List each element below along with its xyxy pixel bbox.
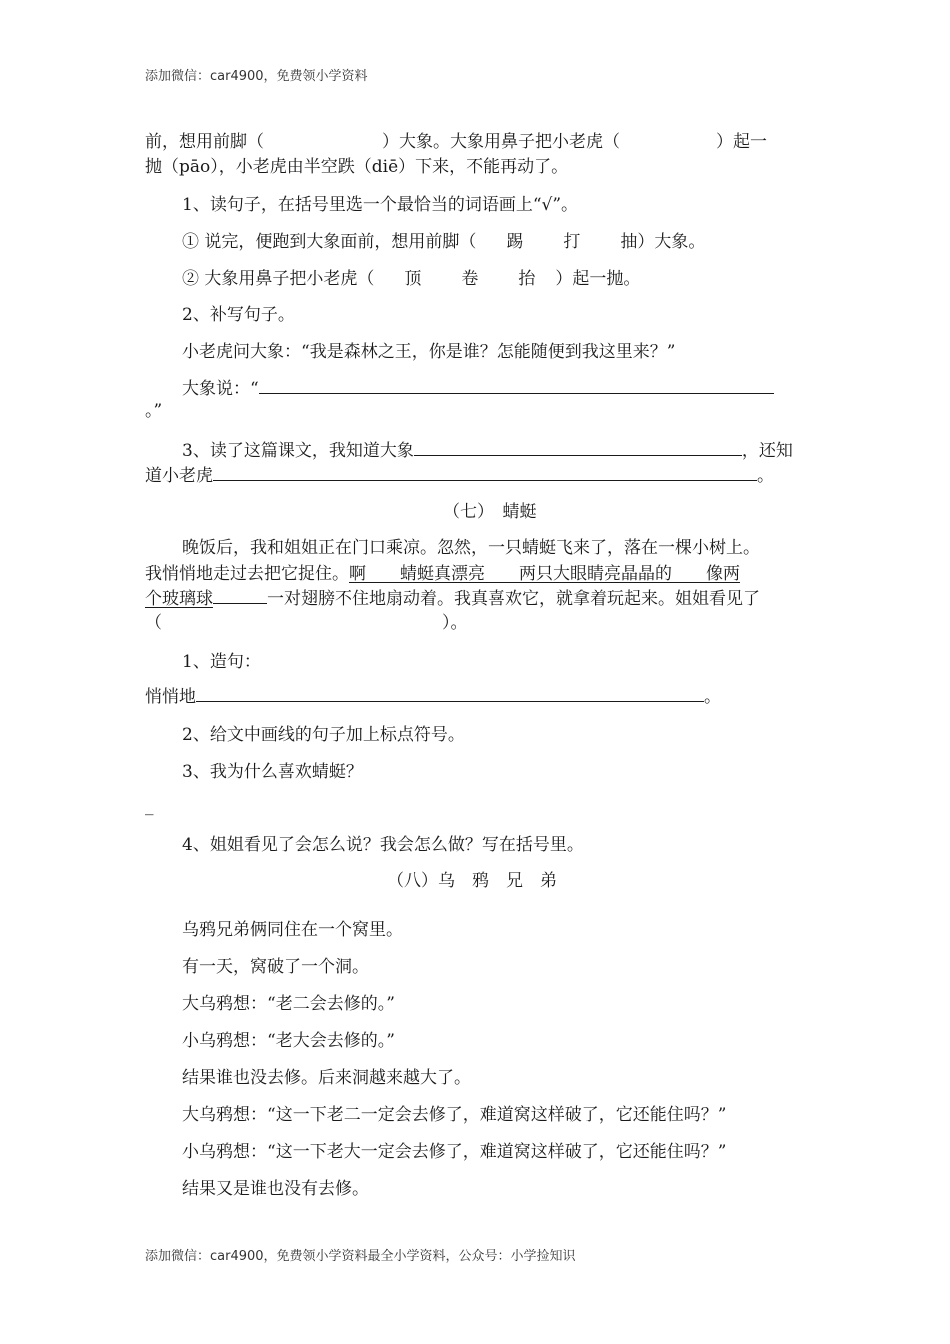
text: ）。 — [442, 613, 468, 633]
question-2: 2、给文中画线的句子加上标点符号。 — [182, 725, 465, 745]
text: 悄悄地 — [145, 687, 196, 707]
text: 大象说：“ — [182, 379, 259, 399]
text: 3、读了这篇课文，我知道大象 — [182, 441, 414, 461]
story-line: 小乌鸦想：“这一下老大一定会去修了，难道窝这样破了，它还能住吗？” — [182, 1142, 727, 1162]
question-3-line-2 — [145, 461, 774, 486]
answer-blank[interactable] — [259, 375, 774, 394]
passage-line — [145, 127, 767, 152]
text: 一对翅膀不住地扇动着。我真喜欢它，就拿着玩起来。姐姐看见了 — [267, 589, 760, 609]
story-line: 乌鸦兄弟俩同住在一个窝里。 — [182, 920, 403, 940]
text: ② 大象用鼻子把小老虎（ — [182, 269, 375, 289]
text: ，还知 — [741, 441, 793, 461]
question-2-answer — [182, 374, 774, 399]
answer-blank[interactable] — [196, 683, 704, 702]
section-title: （七） 蜻蜓 — [443, 502, 537, 522]
question-4: 4、姐姐看见了会怎么说？我会怎么做？写在括号里。 — [182, 835, 584, 855]
question-2-prompt: 小老虎问大象：“我是森林之王，你是谁？怎能随便到我这里来？” — [182, 342, 676, 362]
text: 。 — [704, 687, 721, 707]
text: （ — [145, 613, 162, 633]
answer-blank[interactable] — [414, 437, 742, 456]
choice-word[interactable]: 踢 — [506, 232, 524, 252]
story-line: 大乌鸦想：“这一下老二一定会去修了，难道窝这样破了，它还能住吗？” — [182, 1105, 727, 1125]
question-2-answer-end: 。” — [145, 401, 163, 421]
text: ）起一抛。 — [555, 269, 641, 289]
text: 前，想用前脚（ — [145, 132, 264, 152]
page-footer: 添加微信：car4900，免费领小学资料最全小学资料，公众号：小学捡知识 — [145, 1249, 576, 1264]
story-line: 大乌鸦想：“老二会去修的。” — [182, 994, 395, 1014]
text: 我悄悄地走过去把它捉住。 — [145, 564, 349, 584]
choice-word[interactable]: 卷 — [461, 269, 479, 289]
story-line: 结果又是谁也没有去修。 — [182, 1179, 369, 1199]
text: 。 — [757, 466, 774, 486]
choice-word[interactable]: 打 — [563, 232, 581, 252]
underlined-sentence: 个玻璃球 — [145, 589, 213, 609]
question-3 — [145, 436, 793, 461]
passage-line — [145, 608, 468, 633]
underlined-sentence: 啊 蜻蜓真漂亮 两只大眼睛亮晶晶的 像两 — [349, 564, 740, 584]
text: ① 说完，便跑到大象面前，想用前脚（ — [182, 232, 477, 252]
text: ）大象。 — [637, 232, 706, 252]
question-1: 1、造句： — [182, 652, 261, 672]
question-1: 1、读句子，在括号里选一个最恰当的词语画上“√”。 — [182, 195, 579, 215]
page-header: 添加微信：car4900，免费领小学资料 — [145, 69, 368, 84]
underline-gap — [213, 589, 267, 604]
passage-line: 晚饭后，我和姐姐正在门口乘凉。忽然，一只蜻蜓飞来了，落在一棵小树上。 — [182, 538, 760, 558]
choice-word[interactable]: 抬 — [518, 269, 536, 289]
passage-line — [145, 559, 740, 584]
answer-blank[interactable] — [213, 462, 757, 481]
section-title: （八）乌 鸦 兄 弟 — [387, 871, 557, 891]
question-3: 3、我为什么喜欢蜻蜓？ — [182, 762, 363, 782]
question-2: 2、补写句子。 — [182, 305, 295, 325]
question-1-option-2 — [182, 264, 640, 289]
text: ）起一 — [716, 132, 767, 152]
question-1-answer — [145, 682, 721, 707]
story-line: 有一天，窝破了一个洞。 — [182, 957, 369, 977]
choice-word[interactable]: 顶 — [404, 269, 422, 289]
text: 道小老虎 — [145, 466, 213, 486]
answer-mark: _ — [145, 796, 154, 816]
passage-line: 抛（pāo），小老虎由半空跌（diē）下来，不能再动了。 — [145, 157, 569, 177]
question-1-option-1 — [182, 227, 705, 252]
passage-line — [145, 584, 760, 609]
story-line: 结果谁也没去修。后来洞越来越大了。 — [182, 1068, 471, 1088]
choice-word[interactable]: 抽 — [620, 232, 638, 252]
text: ）大象。大象用鼻子把小老虎（ — [382, 132, 620, 152]
story-line: 小乌鸦想：“老大会去修的。” — [182, 1031, 395, 1051]
